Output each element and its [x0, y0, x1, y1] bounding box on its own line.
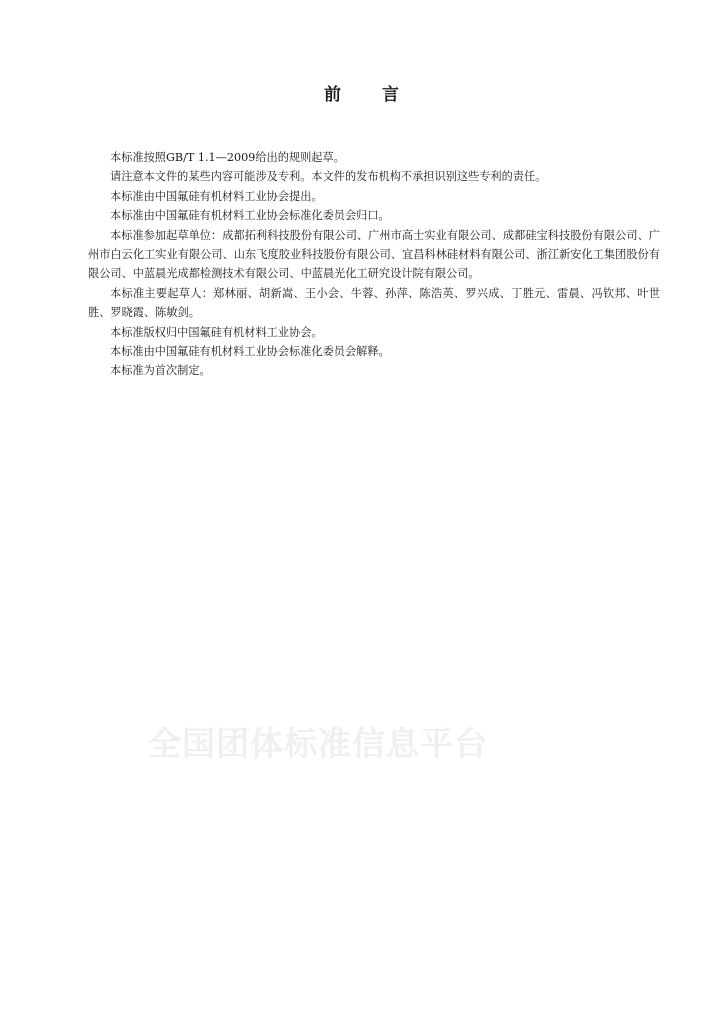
title-char-2: 言: [382, 85, 400, 105]
paragraph-copyright: 本标准版权归中国氟硅有机材料工业协会。: [110, 325, 323, 339]
paragraph-first-edition: 本标准为首次制定。: [110, 364, 211, 378]
paragraph-interpretation: 本标准由中国氟硅有机材料工业协会标准化委员会解释。: [110, 345, 390, 359]
title-char-1: 前: [324, 85, 342, 105]
watermark: 全国团体标准信息平台: [148, 724, 488, 763]
foreword-body: [88, 148, 660, 381]
paragraph-patent-notice: 请注意本文件的某些内容可能涉及专利。本文件的发布机构不承担识别这些专利的责任。: [110, 170, 547, 184]
paragraph-drafting-units: 本标准参加起草单位：成都拓利科技股份有限公司、广州市高士实业有限公司、成都硅宝科技股份有限公司、广州市白云化工实业有限公司、山东飞度胶业科技股份有限公司、宜昌科林硅材料有限公司、浙江新安化工集团股份有限公司、中蓝晨光成都检测技术有限公司、中蓝晨光化工研究设计院有限公司。: [88, 228, 660, 281]
paragraph-proposed-by: 本标准由中国氟硅有机材料工业协会提出。: [110, 189, 323, 203]
paragraph-centralized-by: 本标准由中国氟硅有机材料工业协会标准化委员会归口。: [110, 209, 390, 223]
paragraph-drafting-rules: 本标准按照GB/T 1.1—2009给出的规则起草。: [110, 151, 345, 164]
paragraph-drafters: 本标准主要起草人：郑林丽、胡新嵩、王小会、牛蓉、孙萍、陈浩英、罗兴成、丁胜元、雷晨、冯钦邦、叶世胜、罗晓霞、陈敏剑。: [88, 286, 660, 320]
page-title: [0, 80, 724, 105]
